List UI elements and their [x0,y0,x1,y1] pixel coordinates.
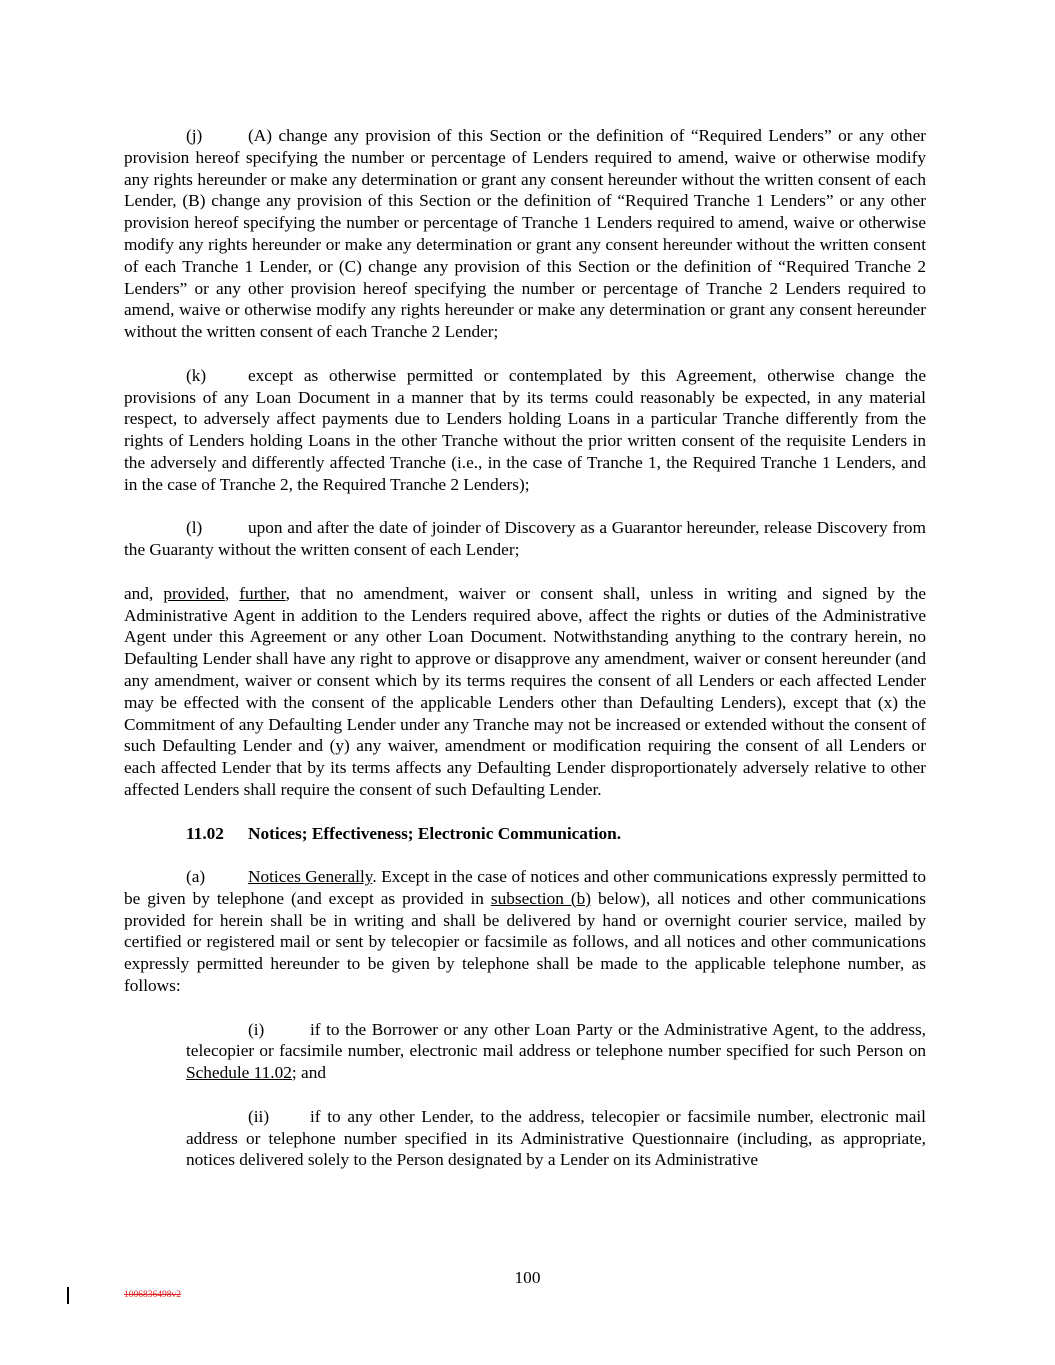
paragraph-text-continued: below), all notices and other communications provided for herein shall be in writing and shall be delivered by hand or overnight courier service, mailed by certified or registered mail or sent by telecopier or facsimile as follows, and all notices and other communications expressly permitted hereunder to be given by telephone shall be made to the applicable telephone number, as follows: [124,888,926,996]
further-term: further [239,583,286,603]
section-heading [124,823,926,845]
paragraph-label: (i) [248,1019,265,1039]
document-body [124,125,926,1193]
section-title: Notices; Effectiveness; Electronic Communication. [248,823,622,843]
subsection-b-reference: subsection (b) [490,888,591,908]
paragraph-l [124,517,926,561]
proviso-lead: and, [124,583,164,603]
document-id: 1006836498v2 [124,1290,181,1300]
paragraph-text: if to the Borrower or any other Loan Party or the Administrative Agent, to the address, telecopier or facsimile number, electronic mail address or telephone number specified for such Person on [186,1019,926,1061]
paragraph-a [124,866,926,997]
paragraph-text: (A) change any provision of this Section or the definition of “Required Lenders” or any other provision hereof specifying the number or percentage of Lenders required to amend, waive or otherwise modify any rights hereunder or make any determination or grant any consent hereunder without the written consent of each Lender, (B) change any provision of this Section or the definition of “Required Tranche 1 Lenders” or any other provision hereof specifying the number or percentage of Tranche 1 Lenders required to amend, waive or otherwise modify any rights hereunder or make any determination or grant any consent hereunder without the written consent of each Tranche 1 Lender, or (C) change any provision of this Section or the definition of “Required Tranche 2 Lenders” or any other provision hereof specifying the number or percentage of Tranche 2 Lenders required to amend, waive or otherwise modify any rights hereunder or make any determination or grant any consent hereunder without the written consent of each Tranche 2 Lender; [124,126,926,342]
provided-term: provided [163,583,225,603]
schedule-reference: Schedule 11.02 [186,1063,292,1083]
proviso-text: , that no amendment, waiver or consent shall, unless in writing and signed by the Administrative Agent in addition to the Lenders required above, affect the rights or duties of the Administrative Agent under this Agreement or any other Loan Document. Notwithstanding anything to the contrary herein, no Defaulting Lender shall have any right to approve or disapprove any amendment, waiver or consent hereunder (and any amendment, waiver or consent which by its terms requires the consent of all Lenders or each affected Lender may be effected with the consent of the applicable Lenders other than Defaulting Lenders), except that (x) the Commitment of any Defaulting Lender under any Tranche may not be increased or extended without the consent of such Defaulting Lender and (y) any waiver, amendment or modification requiring the consent of all Lenders or each affected Lender that by its terms affects any Defaulting Lender disproportionately adversely relative to other affected Lenders shall require the consent of such Defaulting Lender. [124,583,927,799]
paragraph-i [186,1019,926,1084]
paragraph-label: (ii) [248,1106,270,1126]
proviso-paragraph [124,583,926,801]
paragraph-label: (l) [186,518,203,538]
paragraph-label: (k) [186,365,207,385]
page-number: 100 [514,1268,541,1287]
paragraph-ii [186,1106,926,1171]
change-bar [67,1287,69,1304]
paragraph-text: except as otherwise permitted or contemplated by this Agreement, otherwise change the provisions of any Loan Document in a manner that by its terms could reasonably be expected, in any material respect, to adversely affect payments due to Lenders holding Loans in a particular Tranche differently from the rights of Lenders holding Loans in the other Tranche without the prior written consent of the requisite Lenders in the adversely and differently affected Tranche (i.e., in the case of Tranche 1, the Required Tranche 1 Lenders, and in the case of Tranche 2, the Required Tranche 2 Lenders); [124,365,926,494]
paragraph-j [124,125,926,343]
paragraph-label: (j) [186,126,203,145]
paragraph-text-continued: ; and [291,1063,326,1083]
paragraph-text: . Except in the case of notices and other communications expressly permitted to be given by telephone (and except as provided in [124,867,926,908]
paragraph-text: upon and after the date of joinder of Discovery as a Guarantor hereunder, release Discovery from the Guaranty without the written consent of each Lender; [124,518,926,560]
paragraph-label: (a) [186,867,206,887]
paragraph-k [124,365,926,496]
proviso-comma: , [224,583,240,603]
notices-generally-heading: Notices Generally [248,867,373,887]
paragraph-text: if to any other Lender, to the address, telecopier or facsimile number, electronic mail address or telephone number specified in its Administrative Questionnaire (including, as appropriate, notices delivered solely to the Person designated by a Lender on its Administrative [186,1106,926,1170]
section-number: 11.02 [186,823,224,843]
